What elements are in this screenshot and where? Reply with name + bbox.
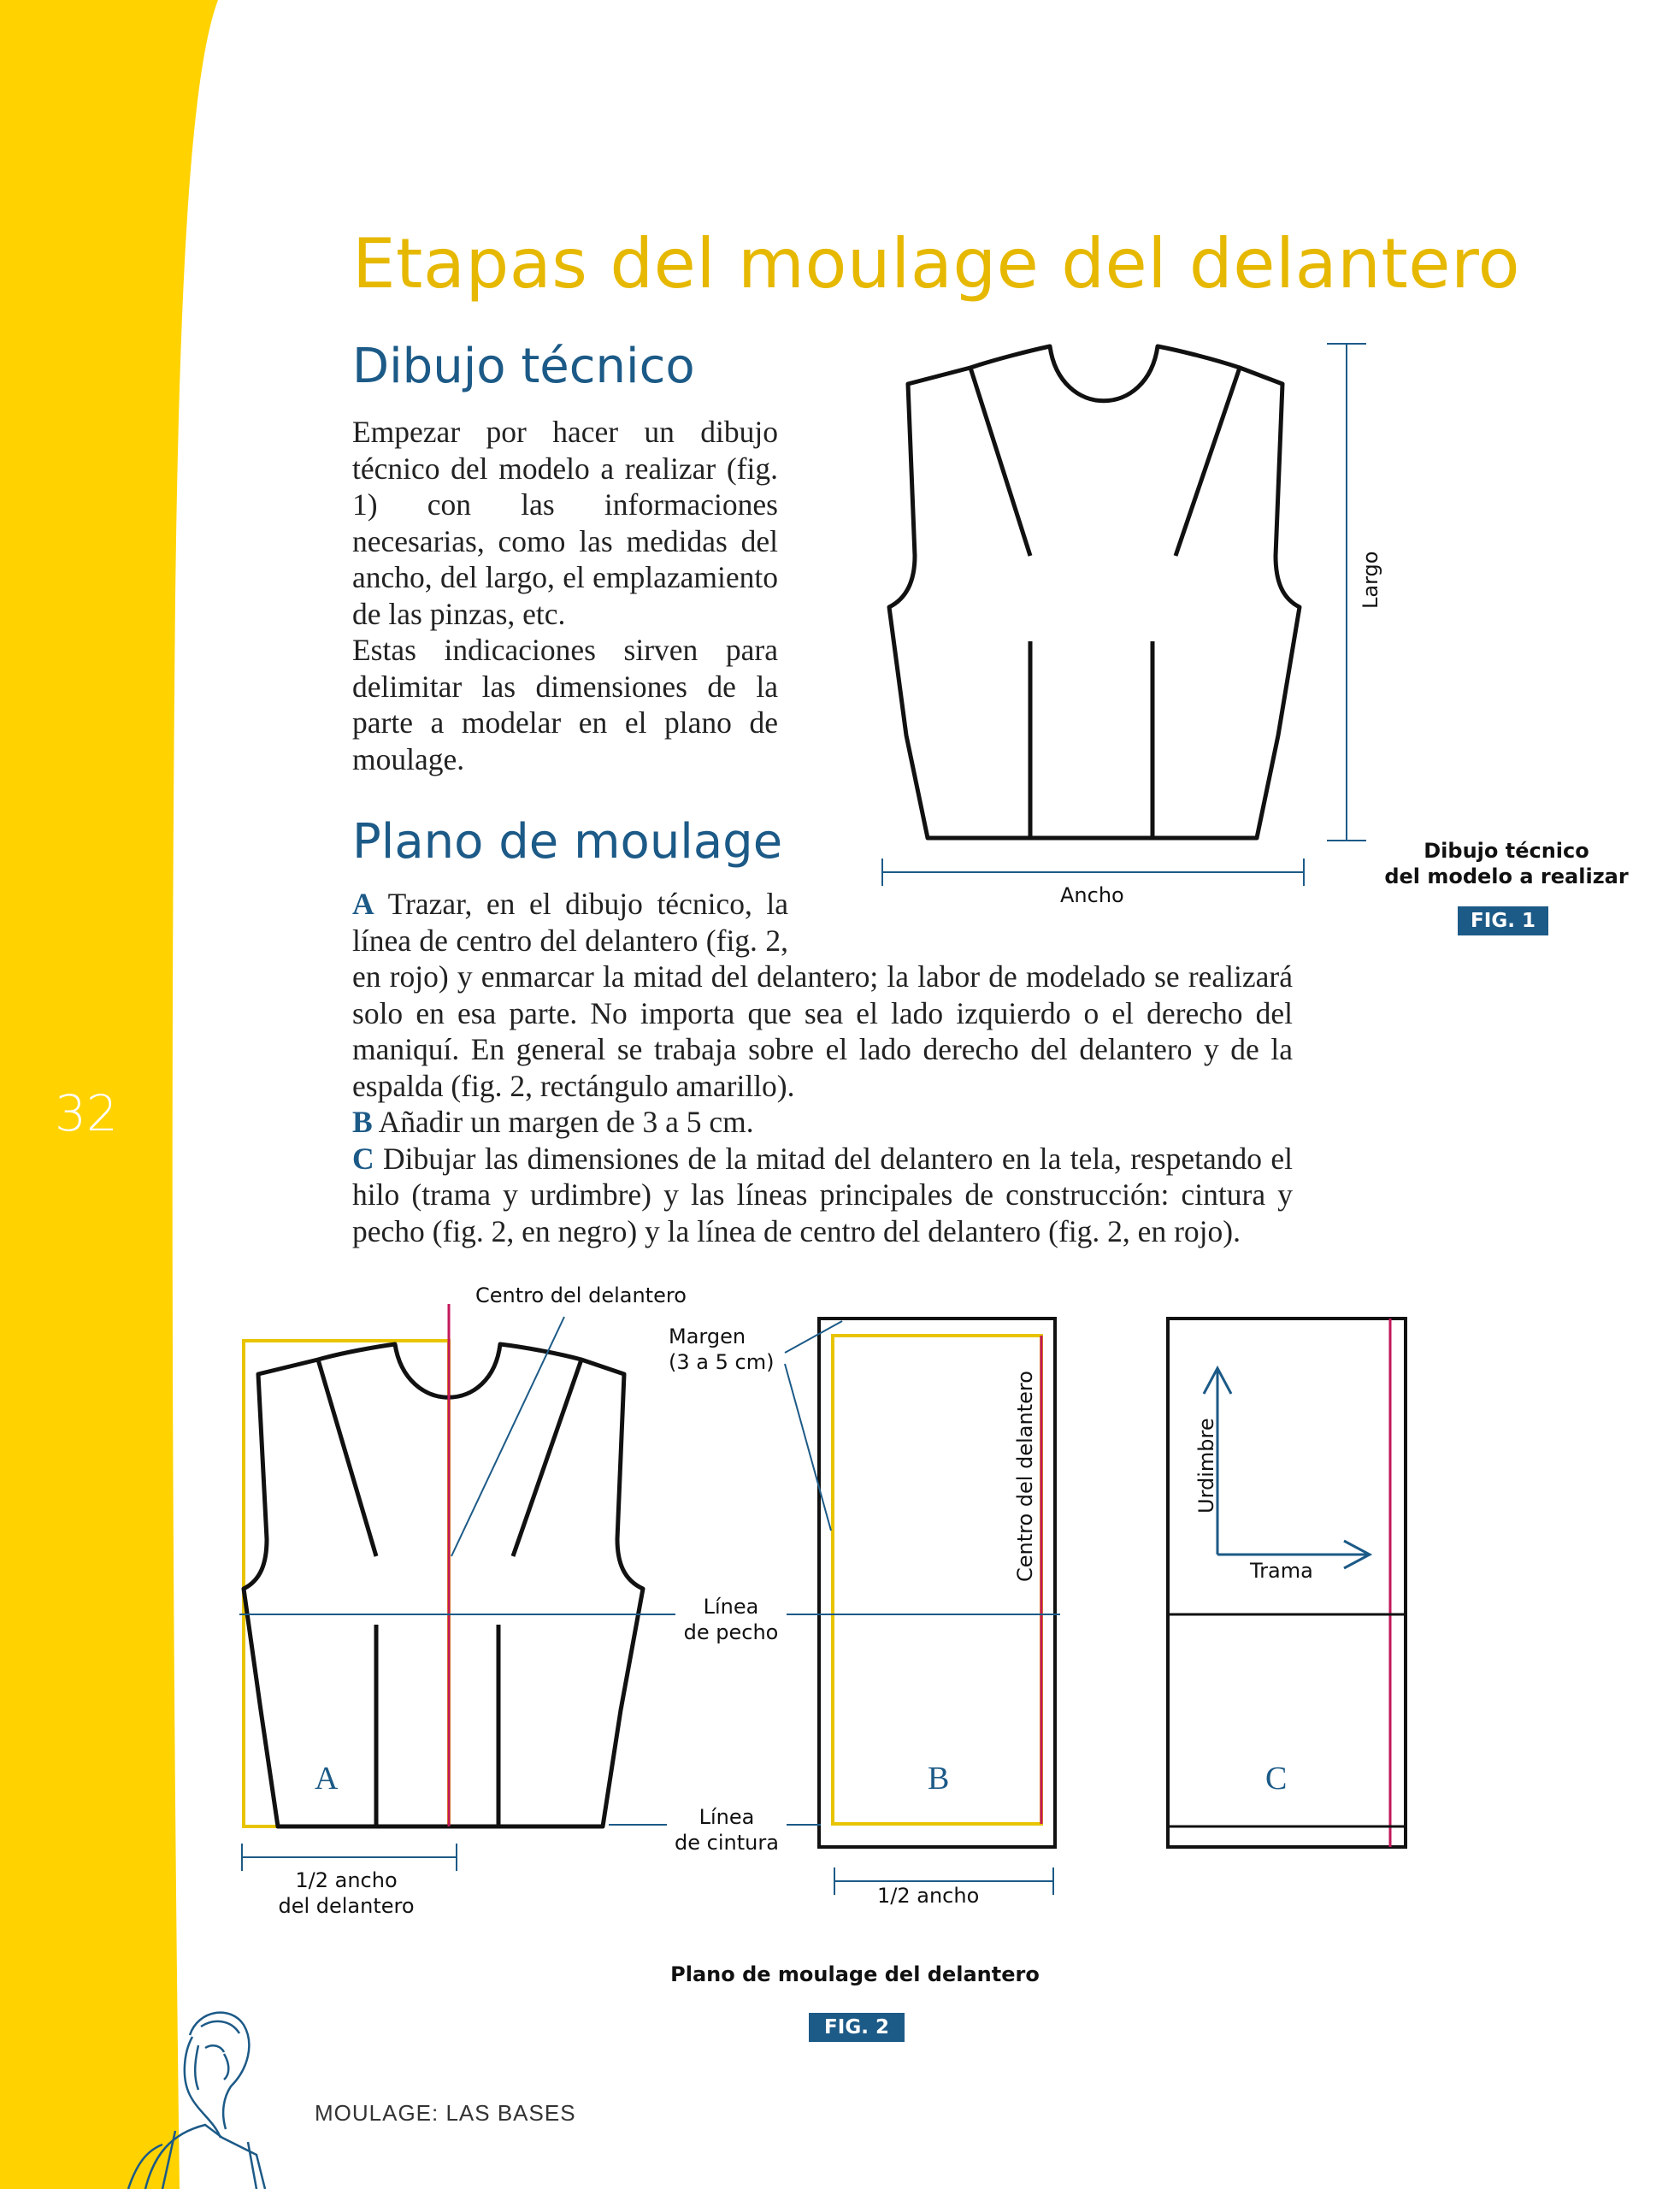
step-c-text: Dibujar las dimensiones de la mitad del delantero en la tela, respetando el hilo (trama y urdimbre) y las líneas principales de construcción: cintura y pecho (fig. 2, en negro) y la línea de centro del delantero (fig. 2, en rojo). <box>352 1141 1294 1248</box>
step-b-letter: B <box>352 1105 373 1139</box>
fig1-outline <box>889 346 1300 838</box>
fig1-ancho-label: Ancho <box>1060 883 1124 907</box>
fig1-badge: FIG. 1 <box>1458 906 1548 935</box>
fig2a-yellow-rectangle <box>244 1341 449 1826</box>
fig2b-half-width-label: 1/2 ancho <box>877 1884 980 1908</box>
page-footer: MOULAGE: LAS BASES <box>315 2100 576 2126</box>
section-heading-plano: Plano de moulage <box>352 814 783 870</box>
section-dibujo-text <box>352 414 778 777</box>
step-a-letter: A <box>352 887 374 921</box>
step-a-text: Trazar, en el dibujo técnico, la línea de centro del delantero (fig. 2, en rojo) y enmarcar la mitad del delantero; la labor de modelado se realizará solo en esa parte. No importa que sea el lado izquierdo o el derecho del maniquí. En general se trabaja sobre el lado derecho del delantero y de la espalda (fig. 2, rectángulo amarillo). <box>352 887 1293 1103</box>
step-b-text: Añadir un margen de 3 a 5 cm. <box>378 1105 754 1139</box>
fig1-garment-drawing <box>889 346 1300 838</box>
fig2-badge: FIG. 2 <box>809 2013 905 2042</box>
page-number: 32 <box>55 1084 118 1142</box>
fig2c-urdimbre-label: Urdimbre <box>1194 1418 1218 1513</box>
fig2-letter-a: A <box>315 1761 339 1797</box>
fig1-dimensions <box>882 344 1366 886</box>
page-title: Etapas del moulage del delantero <box>352 224 1521 304</box>
dibujo-paragraph-1: Empezar por hacer un dibujo técnico del modelo a realizar (fig. 1) con las informaciones necesarias, como las medidas del ancho, del largo, el emplazamiento de las pinzas, etc. <box>352 415 778 631</box>
fig2-centre-label: Centro del delantero <box>475 1283 687 1307</box>
step-c-letter: C <box>352 1141 374 1176</box>
fig2-caption: Plano de moulage del delantero <box>670 1962 1040 1986</box>
fig2-chest-line-label: Línea de pecho <box>675 1594 787 1645</box>
fig2-waist-line-label: Línea de cintura <box>667 1804 787 1856</box>
fig2b-yellow-rectangle <box>833 1336 1041 1824</box>
fig2a-garment-drawing <box>244 1344 643 1826</box>
fig2-margin-label: Margen (3 a 5 cm) <box>669 1325 775 1374</box>
fig1-largo-label: Largo <box>1359 551 1382 609</box>
section-plano-text <box>352 886 1293 1249</box>
fig2a-centre-leader <box>451 1317 564 1556</box>
fig2b-centre-vertical-label: Centro del delantero <box>1013 1371 1037 1582</box>
section-heading-dibujo: Dibujo técnico <box>352 339 695 394</box>
fig2c-grain-arrows <box>1204 1368 1370 1568</box>
fig2c-trama-label: Trama <box>1250 1559 1313 1583</box>
fig1-caption: Dibujo técnico del modelo a realizar <box>1384 839 1629 888</box>
fig2a-half-width-label: 1/2 ancho del delantero <box>278 1868 415 1918</box>
fig2-letter-b: B <box>928 1761 950 1797</box>
fig2-letter-c: C <box>1265 1761 1288 1797</box>
dibujo-paragraph-2: Estas indicaciones sirven para delimitar las dimensiones de la parte a modelar en el plano de moulage. <box>352 633 778 776</box>
